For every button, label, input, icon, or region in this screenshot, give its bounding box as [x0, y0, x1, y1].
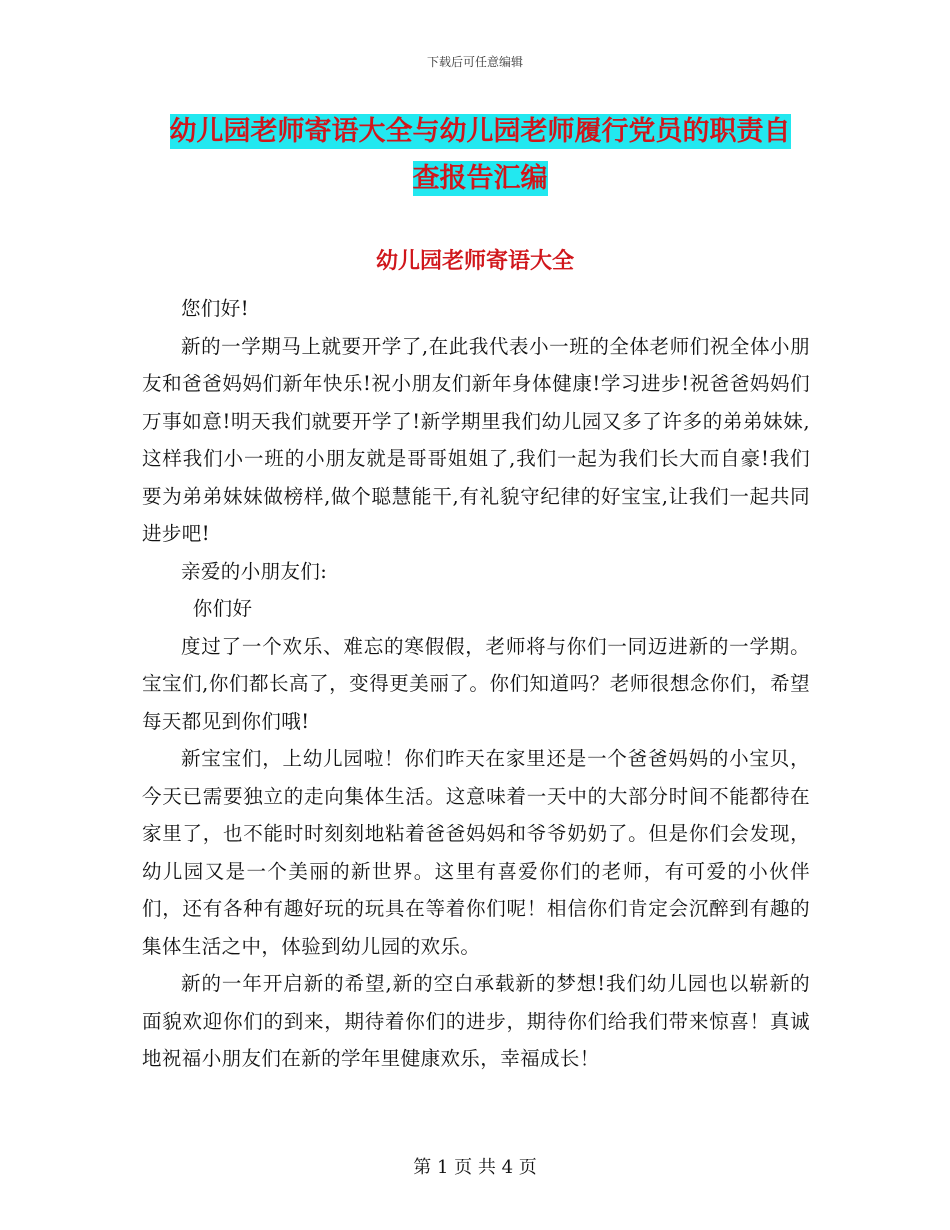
paragraph: 新的一学期马上就要开学了,在此我代表小一班的全体老师们祝全体小朋友和爸爸妈妈们新年快乐!祝小朋友们新年身体健康!学习进步!祝爸爸妈妈们万事如意!明天我们就要开学了!新学期里我们幼儿园又多了许多的弟弟妹妹,这样我们小一班的小朋友就是哥哥姐姐了,我们一起为我们长大而自豪!我们要为弟弟妹妹做榜样,做个聪慧能干,有礼貌守纪律的好宝宝,让我们一起共同进步吧!	[142, 334, 810, 545]
paragraph-salutation: 亲爱的小朋友们:	[181, 559, 328, 583]
paragraph-greeting: 您们好!	[181, 297, 249, 320]
header-note: 下载后可任意编辑	[426, 55, 523, 69]
paragraph: 度过了一个欢乐、难忘的寒假假，老师将与你们一同迈进新的一学期。 宝宝们,你们都长高了，变得更美丽了。你们知道吗？老师很想念你们，希望每天都见到你们哦!	[142, 634, 810, 733]
document-body	[142, 290, 810, 1078]
page-number-footer: 第 1 页 共 4 页	[413, 1157, 537, 1178]
document-title	[140, 108, 820, 202]
paragraph: 新的一年开启新的希望,新的空白承载新的梦想!我们幼儿园也以崭新的面貌欢迎你们的到来，期待着你们的进步，期待你们给我们带来惊喜！真诚地祝福小朋友们在新的学年里健康欢乐，幸福成长！	[142, 972, 810, 1070]
document-title-line2: 查报告汇编	[412, 163, 548, 194]
document-title-line1: 幼儿园老师寄语大全与幼儿园老师履行党员的职责自	[169, 116, 791, 147]
paragraph: 新宝宝们，上幼儿园啦！你们昨天在家里还是一个爸爸妈妈的小宝贝，今天已需要独立的走向集体生活。这意味着一天中的大部分时间不能都待在家里了，也不能时时刻刻地粘着爸爸妈妈和爷爷奶奶了。但是你们会发现，幼儿园又是一个美丽的新世界。这里有喜爱你们的老师，有可爱的小伙伴们，还有各种有趣好玩的玩具在等着你们呢！相信你们肯定会沉醉到有趣的集体生活之中，体验到幼儿园的欢乐。	[142, 747, 810, 958]
paragraph-greeting-2: 你们好	[192, 597, 253, 620]
section-title: 幼儿园老师寄语大全	[375, 249, 574, 274]
